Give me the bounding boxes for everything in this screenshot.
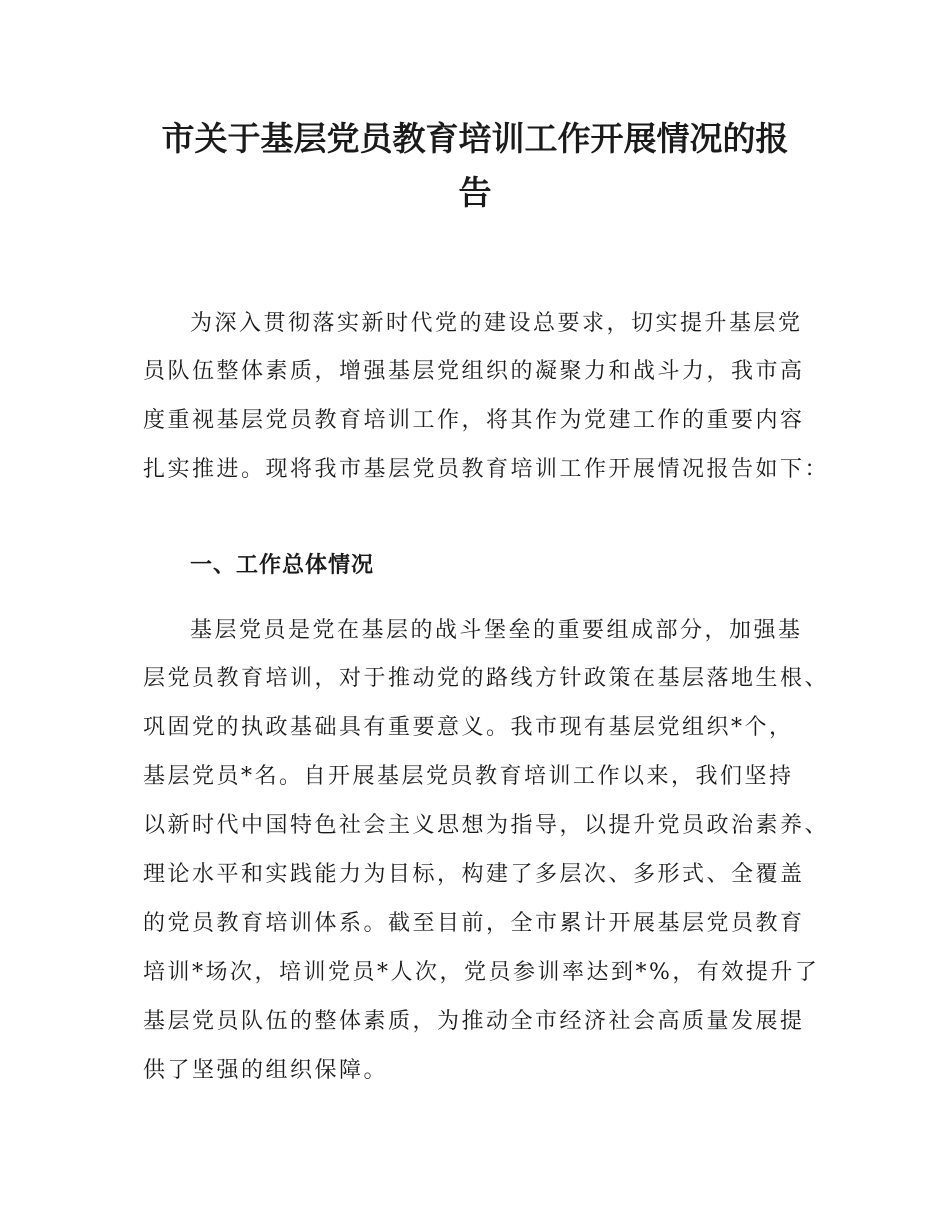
intro-line: 员队伍整体素质，增强基层党组织的凝聚力和战斗力，我市高 — [143, 359, 805, 384]
body-line: 基层党员队伍的整体素质，为推动全市经济社会高质量发展提 — [143, 1009, 805, 1034]
body-line: 基层党员是党在基层的战斗堡垒的重要组成部分，加强基 — [190, 618, 803, 643]
body-line: 供了坚强的组织保障。 — [143, 1058, 389, 1083]
section-heading: 一、工作总体情况 — [190, 553, 375, 578]
body-line: 理论水平和实践能力为目标，构建了多层次、多形式、全覆盖 — [143, 862, 805, 887]
intro-line: 扎实推进。现将我市基层党员教育培训工作开展情况报告如下： — [143, 457, 830, 482]
body-line: 的党员教育培训体系。截至目前，全市累计开展基层党员教育 — [143, 911, 805, 936]
title-line-2: 告 — [458, 173, 492, 212]
body-line: 巩固党的执政基础具有重要意义。我市现有基层党组织*个， — [143, 715, 794, 740]
intro-line: 为深入贯彻落实新时代党的建设总要求，切实提升基层党 — [190, 311, 803, 336]
body-line: 基层党员*名。自开展基层党员教育培训工作以来，我们坚持 — [143, 764, 794, 789]
body-line: 培训*场次，培训党员*人次，党员参训率达到*%，有效提升了 — [143, 960, 820, 985]
intro-line: 度重视基层党员教育培训工作，将其作为党建工作的重要内容 — [143, 408, 805, 433]
body-line: 层党员教育培训，对于推动党的路线方针政策在基层落地生根、 — [143, 666, 830, 691]
body-line: 以新时代中国特色社会主义思想为指导，以提升党员政治素养、 — [143, 813, 830, 838]
document-title — [130, 112, 820, 220]
title-line-1: 市关于基层党员教育培训工作开展情况的报 — [161, 119, 789, 158]
